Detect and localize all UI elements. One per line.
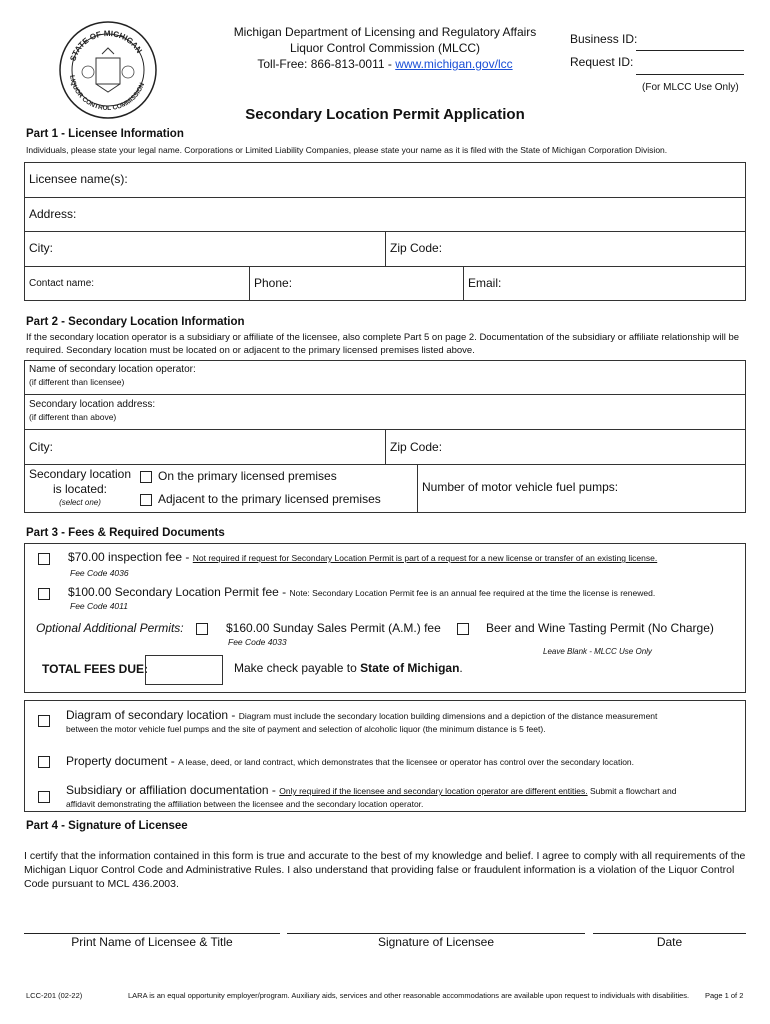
- inspection-fee-line: [68, 550, 738, 564]
- contact-name-field[interactable]: [24, 266, 250, 301]
- contact-name-label: Contact name:: [29, 278, 95, 289]
- commission-name: Liquor Control Commission (MLCC): [289, 41, 481, 55]
- total-fees-label: TOTAL FEES DUE:: [42, 662, 149, 676]
- sunday-sales-label: $160.00 Sunday Sales Permit (A.M.) fee: [226, 621, 441, 635]
- location-prompt: [26, 467, 134, 508]
- address-field[interactable]: [24, 197, 746, 232]
- payable-pre: Make check payable to: [234, 661, 361, 675]
- toll-free-line: [200, 56, 570, 72]
- part2-heading: Part 2 - Secondary Location Information: [26, 316, 245, 328]
- seal-bottom-text: LIQUOR CONTROL COMMISSION: [68, 74, 147, 113]
- on-premises-checkbox[interactable]: [140, 471, 152, 483]
- zip-field[interactable]: [385, 231, 746, 267]
- page-number: Page 1 of 2: [705, 991, 744, 1000]
- property-document-line: [66, 754, 634, 768]
- permit-fee-line: [68, 585, 738, 599]
- request-id-field[interactable]: [636, 74, 744, 75]
- diagram-checkbox[interactable]: [38, 715, 50, 727]
- secondary-address-field[interactable]: [24, 394, 746, 430]
- licensee-names-label: Licensee name(s):: [29, 172, 128, 186]
- total-fees-field[interactable]: [145, 655, 223, 685]
- city-label: City:: [29, 241, 53, 255]
- tasting-permit-checkbox[interactable]: [457, 623, 469, 635]
- diagram-note-2: between the motor vehicle fuel pumps and the site of payment and selection of alcoholic liquor (the minimum distance is 5 feet).: [66, 724, 546, 734]
- tasting-permit-label: Beer and Wine Tasting Permit (No Charge): [486, 621, 714, 635]
- property-document-note: A lease, deed, or land contract, which demonstrates that the licensee or operator has control over the secondary location.: [178, 757, 635, 767]
- inspection-fee-code: Fee Code 4036: [70, 568, 129, 578]
- request-id-label: Request ID:: [570, 55, 634, 69]
- email-label: Email:: [468, 276, 502, 290]
- zip-label: Zip Code:: [390, 241, 443, 255]
- affiliation-checkbox[interactable]: [38, 791, 50, 803]
- property-document-label: Property document -: [66, 754, 179, 768]
- signature-label: Signature of Licensee: [377, 935, 495, 949]
- seal-ring-text: STATE OF MICHIGAN: [68, 28, 144, 63]
- operator-name-sub: (if different than licensee): [29, 377, 125, 387]
- secondary-address-sub: (if different than above): [29, 412, 117, 422]
- payable-post: .: [459, 661, 463, 675]
- sunday-sales-checkbox[interactable]: [196, 623, 208, 635]
- business-id-label: Business ID:: [570, 32, 638, 46]
- address-label: Address:: [29, 207, 77, 221]
- location-prompt-sub: (select one): [59, 498, 101, 507]
- phone-field[interactable]: [249, 266, 464, 301]
- property-document-checkbox[interactable]: [38, 756, 50, 768]
- date-label: Date: [656, 935, 683, 949]
- signature-field[interactable]: [287, 933, 585, 934]
- optional-permits-label: Optional Additional Permits:: [36, 621, 184, 635]
- form-number: LCC-201 (02-22): [26, 991, 83, 1000]
- diagram-label: Diagram of secondary location -: [66, 708, 239, 722]
- city-field[interactable]: [24, 231, 386, 267]
- toll-free-text: Toll-Free: 866-813-0011 -: [257, 57, 396, 71]
- agency-header: [200, 24, 570, 72]
- inspection-fee-note: Not required if request for Secondary Location Permit is part of a request for a new license or transfer of an existing license.: [192, 553, 658, 563]
- diagram-line: [66, 708, 657, 722]
- department-name: Michigan Department of Licensing and Regulatory Affairs: [233, 25, 537, 39]
- inspection-fee-label: $70.00 inspection fee -: [68, 550, 193, 564]
- operator-name-label: Name of secondary location operator:: [29, 364, 196, 375]
- part3-heading: Part 3 - Fees & Required Documents: [26, 527, 225, 539]
- fuel-pumps-field[interactable]: [417, 464, 746, 513]
- svg-text:STATE OF MICHIGAN: [68, 29, 144, 62]
- affiliation-line: [66, 783, 676, 797]
- secondary-zip-field[interactable]: [385, 429, 746, 465]
- business-id-field[interactable]: [636, 50, 744, 51]
- permit-fee-code: Fee Code 4011: [70, 601, 128, 611]
- phone-label: Phone:: [254, 276, 293, 290]
- print-name-label: Print Name of Licensee & Title: [71, 935, 233, 949]
- website-link[interactable]: www.michigan.gov/lcc: [395, 57, 513, 71]
- secondary-city-label: City:: [29, 440, 53, 454]
- secondary-city-field[interactable]: [24, 429, 386, 465]
- state-seal-logo: [58, 20, 158, 120]
- payable-line: [234, 661, 463, 675]
- inspection-fee-checkbox[interactable]: [38, 553, 50, 565]
- certification-text: I certify that the information contained in this form is true and accurate to the best of my knowledge and belief. I agree to comply with all requirements of the Michigan Liquor Control Code and Administrative Rules. I also understand that providing false or fraudulent information is a violation of the Liquor Control Code pursuant to MCL 436.2003.: [24, 850, 746, 890]
- on-premises-label: On the primary licensed premises: [158, 469, 337, 483]
- adjacent-label: Adjacent to the primary licensed premises: [158, 492, 381, 506]
- location-prompt-line2: is located:: [52, 482, 108, 496]
- fuel-pumps-label: Number of motor vehicle fuel pumps:: [422, 480, 619, 494]
- permit-fee-checkbox[interactable]: [38, 588, 50, 600]
- diagram-note: Diagram must include the secondary location building dimensions and a depiction of the distance measurement: [238, 711, 658, 721]
- affiliation-note-underlined: Only required if the licensee and secondary location operator are different entities.: [279, 786, 588, 796]
- part2-note: If the secondary location operator is a subsidiary or affiliate of the licensee, also complete Part 5 on page 2. Documentation of the subsidiary or affiliate relationship will be required. Secondary location must be located on or adjacent to the primary licensed premises listed above.: [26, 332, 740, 356]
- affiliation-label: Subsidiary or affiliation documentation -: [66, 783, 280, 797]
- secondary-zip-label: Zip Code:: [390, 440, 443, 454]
- part1-heading: Part 1 - Licensee Information: [26, 128, 184, 140]
- eeo-statement: LARA is an equal opportunity employer/program. Auxiliary aids, services and other reasonable accommodations are available upon request to individuals with disabilities.: [128, 991, 690, 1000]
- mlcc-use-blank: Leave Blank - MLCC Use Only: [543, 647, 652, 656]
- part4-heading: Part 4 - Signature of Licensee: [26, 820, 188, 832]
- adjacent-checkbox[interactable]: [140, 494, 152, 506]
- location-prompt-line1: Secondary location: [28, 467, 132, 481]
- email-field[interactable]: [463, 266, 746, 301]
- payable-name: State of Michigan: [360, 661, 460, 675]
- mlcc-use-note: (For MLCC Use Only): [642, 82, 739, 93]
- date-field[interactable]: [593, 933, 746, 934]
- licensee-names-field[interactable]: [24, 162, 746, 198]
- form-title: Secondary Location Permit Application: [245, 106, 525, 123]
- permit-fee-note: Note: Secondary Location Permit fee is an annual fee required at the time the license is renewed.: [289, 588, 656, 598]
- secondary-address-label: Secondary location address:: [29, 399, 156, 410]
- affiliation-note: Submit a flowchart and: [587, 786, 677, 796]
- affiliation-note-2: affidavit demonstrating the affiliation between the licensee and the secondary location operator.: [66, 799, 424, 809]
- permit-fee-label: $100.00 Secondary Location Permit fee -: [68, 585, 290, 599]
- part1-note: Individuals, please state your legal name. Corporations or Limited Liability Companies, please state your name as it is filed with the State of Michigan Corporation Division.: [26, 145, 668, 155]
- print-name-field[interactable]: [24, 933, 280, 934]
- sunday-sales-code: Fee Code 4033: [228, 637, 287, 647]
- operator-name-field[interactable]: [24, 360, 746, 395]
